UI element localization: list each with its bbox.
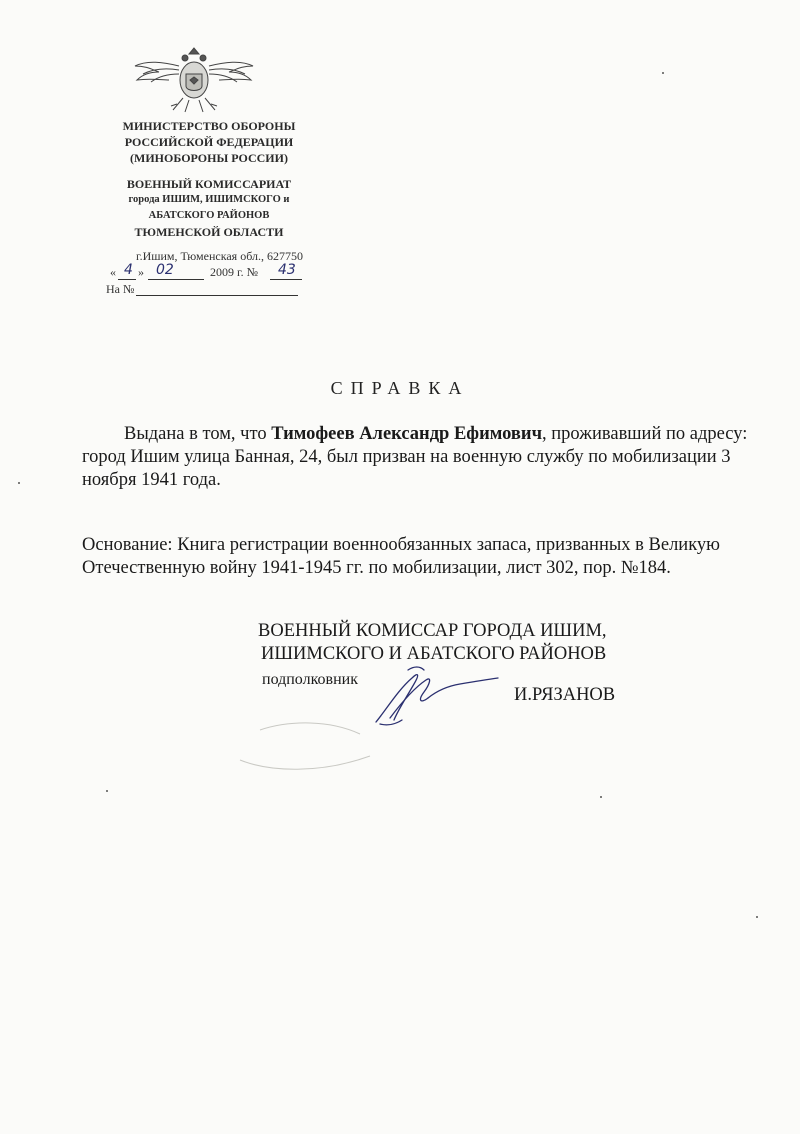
date-number-line <box>98 264 303 281</box>
signer-position-line: ВОЕННЫЙ КОМИССАР ГОРОДА ИШИМ, <box>258 621 607 641</box>
outgoing-reference <box>98 249 303 297</box>
commissariat-line: города ИШИМ, ИШИМСКОГО и <box>128 194 290 205</box>
scan-speck <box>662 72 664 74</box>
signer-name: И.РЯЗАНОВ <box>514 685 616 705</box>
date-day: 4 <box>124 262 133 278</box>
commissariat-line: ТЮМЕНСКОЙ ОБЛАСТИ <box>134 225 284 239</box>
body-suffix: , проживавший по адресу: город Ишим улица Банная, 24, был призван на военную службу по мобилизации 3 ноября 1941 года. <box>82 424 748 490</box>
certificate-body <box>82 423 782 492</box>
ministry-line: (МИНОБОРОНЫ РОССИИ) <box>130 151 288 165</box>
scan-speck <box>106 790 108 792</box>
signer-rank: подполковник <box>262 671 358 688</box>
scan-speck <box>600 796 602 798</box>
reply-to-underline <box>136 295 298 296</box>
letterhead <box>90 118 328 240</box>
body-prefix: Выдана в том, что <box>124 424 272 444</box>
date-month-underline <box>148 279 204 280</box>
handwritten-signature-icon <box>368 660 508 730</box>
outgoing-number: 43 <box>278 262 296 278</box>
reply-to-line <box>98 281 303 297</box>
scan-speck <box>18 482 20 484</box>
number-underline <box>270 279 302 280</box>
signer-position-line: ИШИМСКОГО И АБАТСКОГО РАЙОНОВ <box>261 644 607 664</box>
scan-speck <box>756 916 758 918</box>
date-year: 2009 г. № <box>210 265 259 279</box>
faint-stamp-icon <box>230 690 380 780</box>
basis-paragraph: Основание: Книга регистрации военнообязанных запаса, призванных в Великую Отечественную войну 1941-1945 гг. по мобилизации, лист 302, пор. №184. <box>82 535 720 578</box>
double-headed-eagle-emblem-icon <box>133 44 255 116</box>
date-month: 02 <box>156 262 174 278</box>
date-open-quote: « <box>110 265 116 279</box>
ministry-name <box>90 118 328 166</box>
reply-to-label: На № <box>106 282 135 296</box>
sender-address: г.Ишим, Тюменская обл., 627750 <box>136 249 303 263</box>
person-name: Тимофеев Александр Ефимович <box>271 424 542 444</box>
date-day-underline <box>118 279 136 280</box>
commissariat-line: ВОЕННЫЙ КОМИССАРИАТ <box>126 177 292 191</box>
document-title: СПРАВКА <box>330 378 470 398</box>
date-close-quote: » <box>138 265 144 279</box>
ministry-line: МИНИСТЕРСТВО ОБОРОНЫ <box>122 119 296 133</box>
commissariat-line: АБАТСКОГО РАЙОНОВ <box>148 210 270 221</box>
commissariat-name <box>90 176 328 240</box>
ministry-line: РОССИЙСКОЙ ФЕДЕРАЦИИ <box>124 135 294 149</box>
